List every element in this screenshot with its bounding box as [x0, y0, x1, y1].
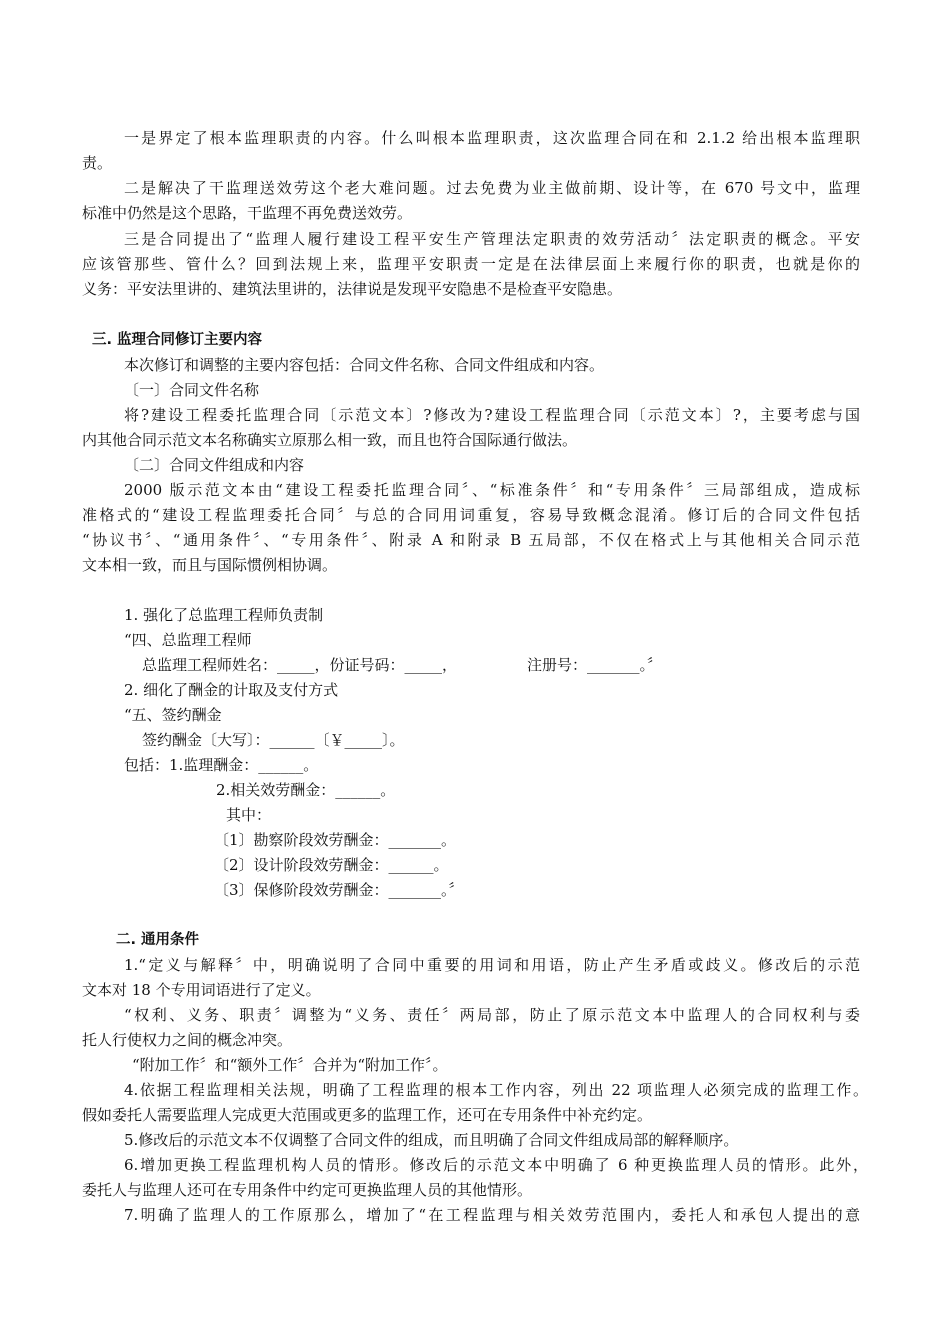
paragraph-line: 责。	[82, 154, 113, 172]
form-field-line: 〔1〕勘察阶段效劳酬金：_______。	[214, 831, 457, 849]
paragraph-line: 将?建设工程委托监理合同〔示范文本〕?修改为?建设工程监理合同〔示范文本〕?，主要考虑与国	[124, 406, 860, 424]
quoted-line: “四、总监理工程师	[124, 631, 252, 649]
quoted-line: “五、签约酬金	[124, 706, 222, 724]
paragraph-line: 准格式的“建设工程监理委托合同〞与总的合同用词重复，容易导致概念混淆。修订后的合同文件包括	[82, 506, 860, 524]
paragraph-line: 7.明确了监理人的工作原那么，增加了“在工程监理与相关效劳范围内，委托人和承包人提出的意	[124, 1206, 860, 1224]
paragraph-line: 5.修改后的示范文本不仅调整了合同文件的组成，而且明确了合同文件组成局部的解释顺序。	[124, 1131, 739, 1149]
paragraph-line: “协议书〞、“通用条件〞、“专用条件〞、附录 A 和附录 B 五局部，不仅在格式上与其他相关合同示范	[82, 531, 860, 549]
form-field-line: 签约酬金〔大写〕：______〔￥_____〕。	[142, 731, 405, 749]
paragraph-line: “权利、义务、职责〞调整为“义务、责任〞两局部，防止了原示范文本中监理人的合同权利与委	[124, 1006, 860, 1024]
paragraph-line: 二是解决了干监理送效劳这个老大难问题。过去免费为业主做前期、设计等，在 670 号文中，监理	[124, 179, 860, 197]
subsection-heading: 〔一〕合同文件名称	[124, 381, 260, 399]
form-field-line: 2.相关效劳酬金：______。	[216, 781, 396, 799]
paragraph-line: 6.增加更换工程监理机构人员的情形。修改后的示范文本中明确了 6 种更换监理人员的情形。此外，	[124, 1156, 868, 1174]
paragraph-line: “附加工作〞和“额外工作〞合并为“附加工作〞。	[132, 1056, 448, 1074]
form-field-line: 包括：1.监理酬金：______。	[124, 756, 319, 774]
paragraph-line: 本次修订和调整的主要内容包括：合同文件名称、合同文件组成和内容。	[124, 356, 605, 374]
list-item: 2. 细化了酬金的计取及支付方式	[124, 681, 339, 699]
paragraph-line: 托人行使权力之间的概念冲突。	[82, 1031, 293, 1049]
form-field-line: 〔3〕保修阶段效劳酬金：_______。〞	[214, 881, 464, 899]
section-heading: 二. 通用条件	[116, 932, 200, 948]
paragraph-line: 义务：平安法里讲的、建筑法里讲的，法律说是发现平安隐患不是检查平安隐患。	[82, 280, 623, 298]
paragraph-line: 标准中仍然是这个思路，干监理不再免费送效劳。	[82, 204, 413, 222]
section-heading: 三. 监理合同修订主要内容	[92, 332, 263, 348]
paragraph-line: 4.依据工程监理相关法规，明确了工程监理的根本工作内容，列出 22 项监理人必须完成的监理工作。	[124, 1081, 868, 1099]
paragraph-line: 2000 版示范文本由“建设工程委托监理合同〞、“标准条件〞和“专用条件〞三局部组成，造成标	[124, 481, 860, 499]
list-item: 1. 强化了总监理工程师负责制	[124, 606, 324, 624]
paragraph-line: 文本对 18 个专用词语进行了定义。	[82, 981, 321, 999]
form-field-line: 注册号：_______。〞	[527, 656, 663, 674]
subsection-heading: 〔二〕合同文件组成和内容	[124, 456, 305, 474]
form-field-line: 总监理工程师姓名：_____，份证号码：_____，	[142, 656, 458, 674]
paragraph-line: 假如委托人需要监理人完成更大范围或更多的监理工作，还可在专用条件中补充约定。	[82, 1106, 653, 1124]
paragraph-line: 应该管那些、管什么？回到法规上来，监理平安职责一定是在法律层面上来履行你的职责，也就是你的	[82, 255, 860, 273]
paragraph-line: 1.“定义与解释〞中，明确说明了合同中重要的用词和用语，防止产生矛盾或歧义。修改后的示范	[124, 956, 860, 974]
paragraph-line: 内其他合同示范文本名称确实立原那么相一致，而且也符合国际通行做法。	[82, 431, 578, 449]
form-field-line: 〔2〕设计阶段效劳酬金：______。	[214, 856, 449, 874]
form-field-line: 其中：	[226, 806, 272, 824]
paragraph-line: 委托人与监理人还可在专用条件中约定可更换监理人员的其他情形。	[82, 1181, 533, 1199]
paragraph-line: 文本相一致，而且与国际惯例相协调。	[82, 556, 338, 574]
paragraph-line: 三是合同提出了“监理人履行建设工程平安生产管理法定职责的效劳活动〞法定职责的概念。平安	[124, 230, 860, 248]
paragraph-line: 一是界定了根本监理职责的内容。什么叫根本监理职责，这次监理合同在和 2.1.2 给出根本监理职	[124, 129, 860, 147]
